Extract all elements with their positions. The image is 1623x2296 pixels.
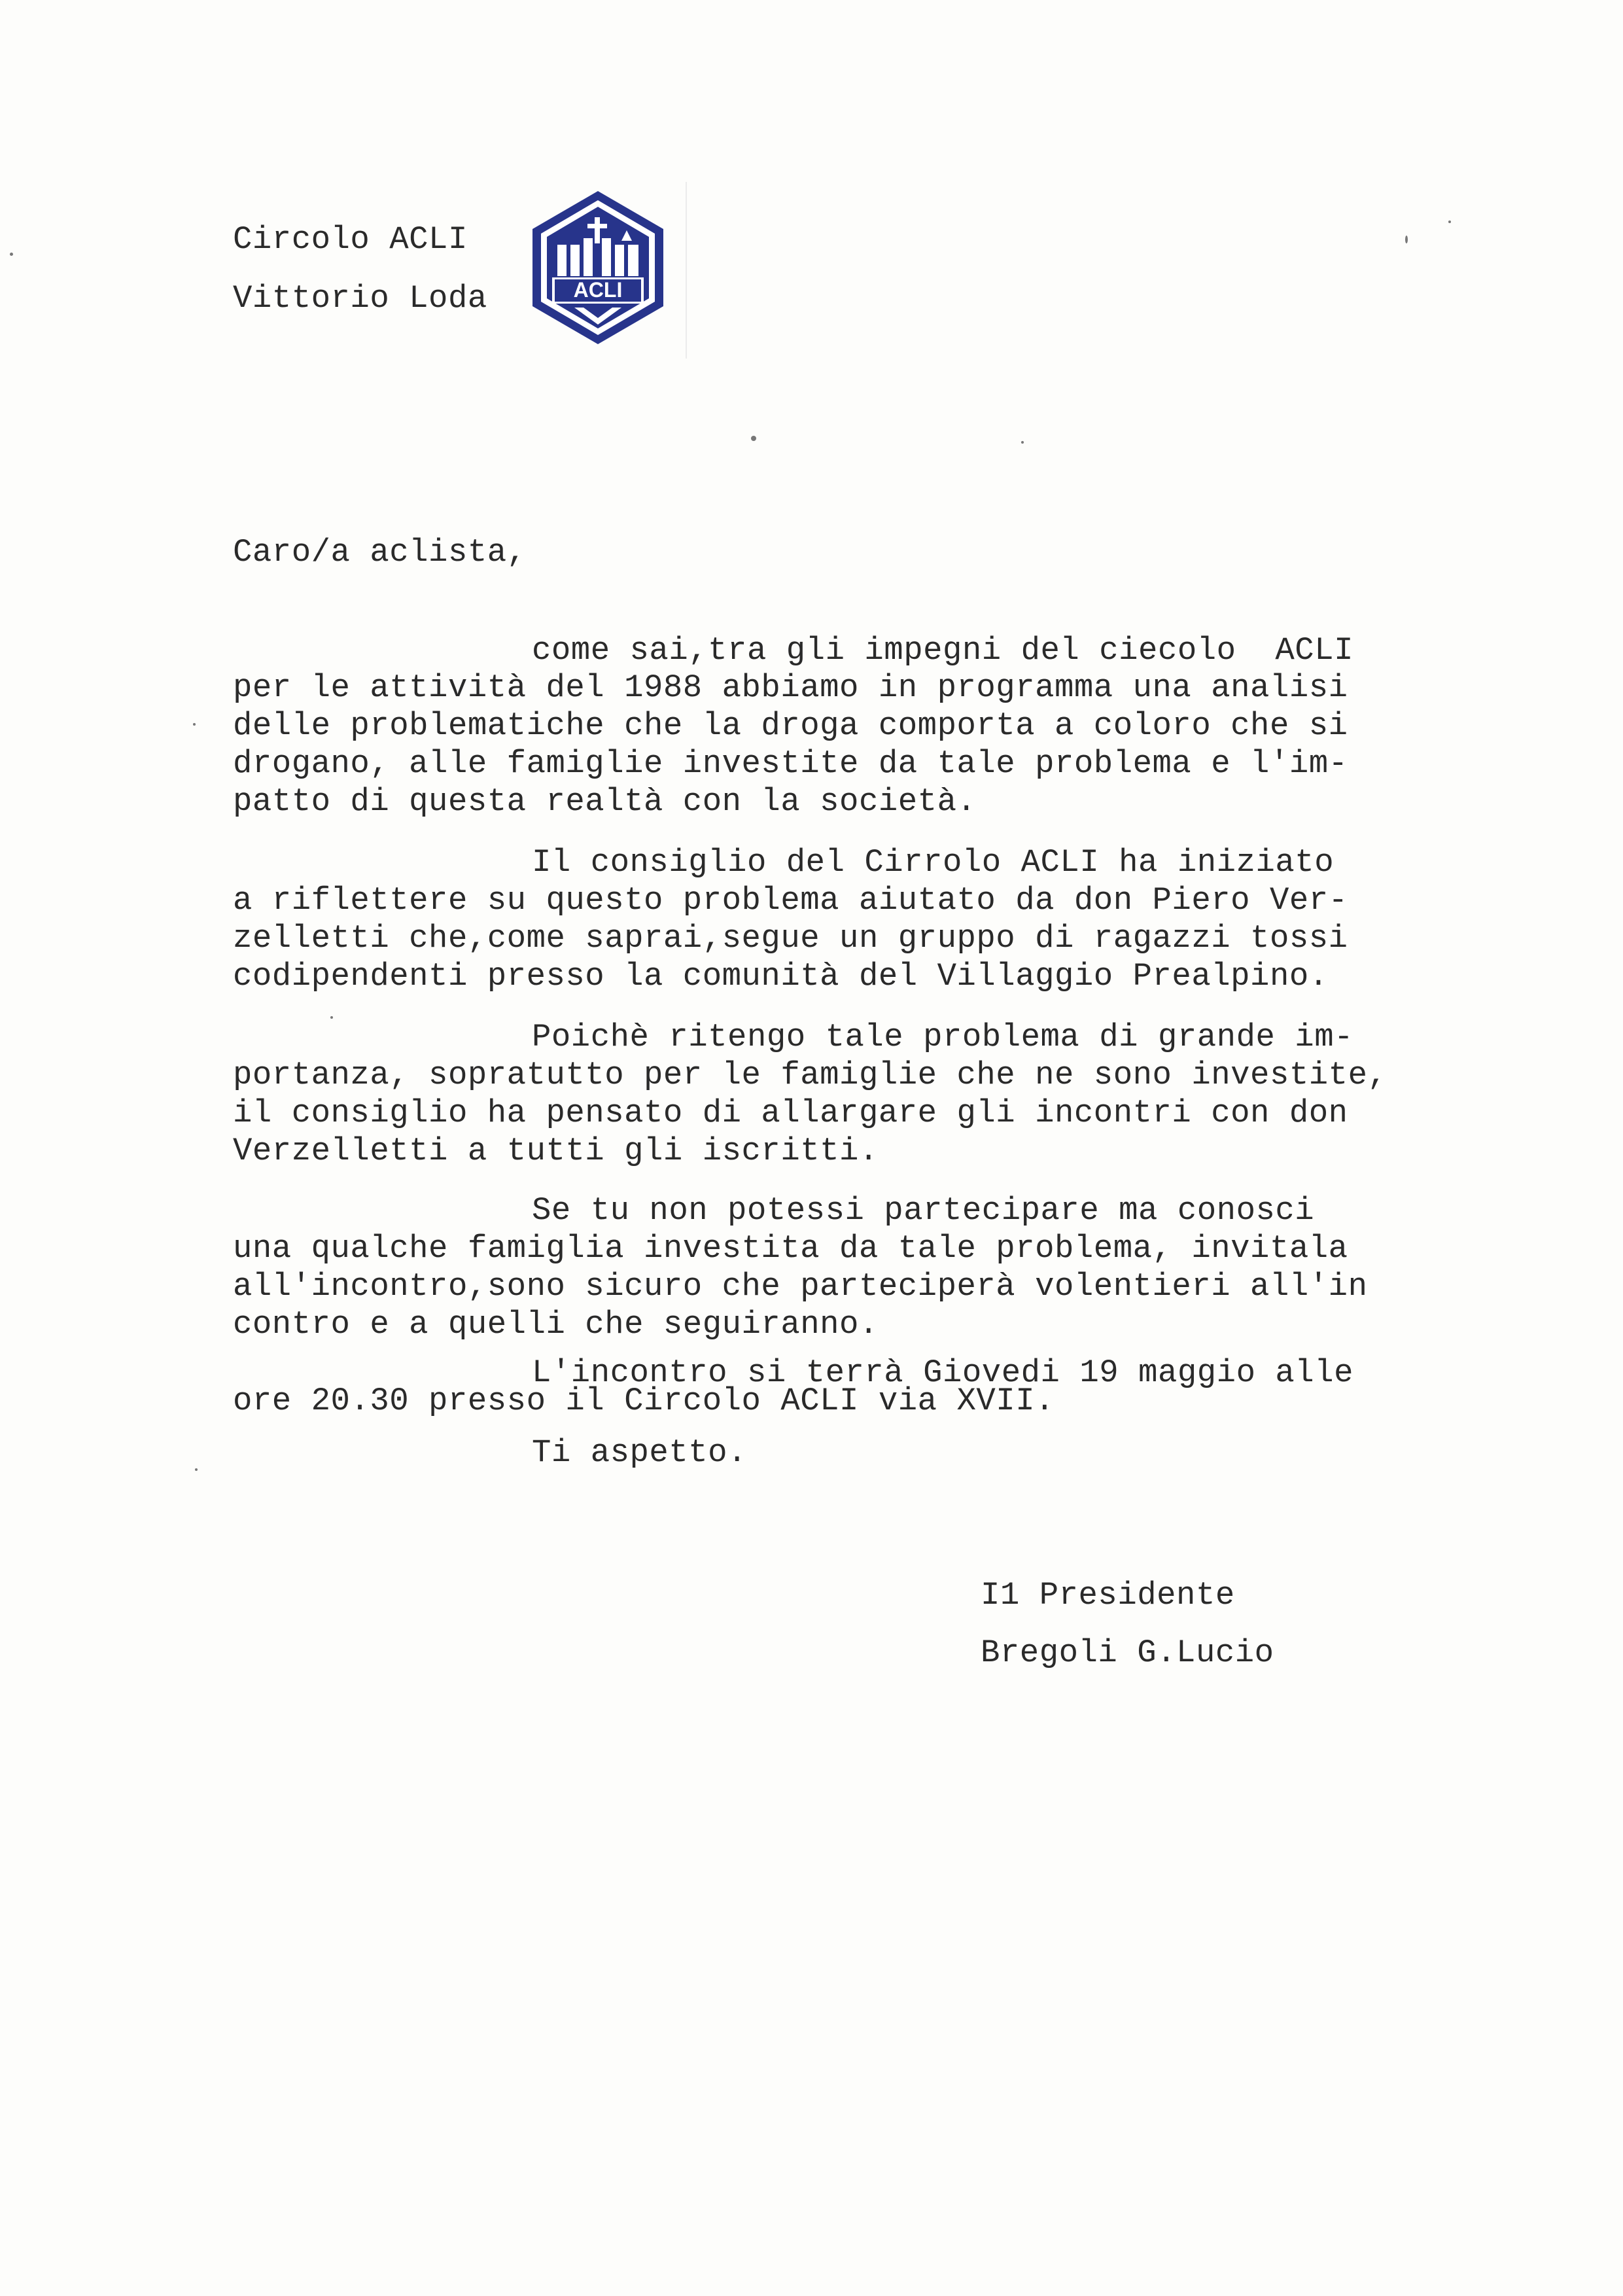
paragraph-1-line-5: patto di questa realtà con la società. xyxy=(233,783,977,820)
scan-speck xyxy=(195,1468,198,1471)
scan-speck xyxy=(1021,441,1024,444)
paragraph-1-line-3: delle problematiche che la droga comporta a coloro che si xyxy=(233,707,1348,744)
paragraph-2-line-3: zelletti che,come saprai,segue un gruppo di ragazzi tossi xyxy=(233,920,1348,957)
scan-speck xyxy=(10,253,13,256)
scan-speck xyxy=(1405,236,1408,243)
paragraph-5-line-1: L'incontro si terrà Giovedi 19 maggio alle xyxy=(532,1354,1354,1391)
acli-logo xyxy=(529,188,667,347)
paragraph-4-line-1: Se tu non potessi partecipare ma conosci xyxy=(532,1192,1315,1229)
paragraph-3-line-3: il consiglio ha pensato di allargare gli incontri con don xyxy=(233,1095,1348,1131)
scan-speck xyxy=(330,1016,333,1019)
scan-speck xyxy=(193,723,196,726)
paragraph-3-line-4: Verzelletti a tutti gli iscritti. xyxy=(233,1133,879,1169)
signature-name: Bregoli G.Lucio xyxy=(981,1634,1274,1671)
paragraph-2-line-1: Il consiglio del Cirrolo ACLI ha iniziato xyxy=(532,844,1335,881)
paragraph-3-line-2: portanza, sopratutto per le famiglie che ne sono investite, xyxy=(233,1057,1387,1093)
paragraph-4-line-4: contro e a quelli che seguiranno. xyxy=(233,1306,879,1343)
salutation: Caro/a aclista, xyxy=(233,534,527,571)
paragraph-2-line-4: codipendenti presso la comunità del Villaggio Prealpino. xyxy=(233,958,1329,995)
paragraph-4-line-2: una qualche famiglia investita da tale problema, invitala xyxy=(233,1230,1348,1267)
paragraph-1-line-1: come sai,tra gli impegni del ciecolo ACLI xyxy=(532,632,1354,669)
paragraph-1-line-4: drogano, alle famiglie investite da tale problema e l'im- xyxy=(233,745,1348,782)
scan-speck xyxy=(751,436,756,441)
paragraph-3-line-1: Poichè ritengo tale problema di grande im- xyxy=(532,1019,1354,1055)
paragraph-1-line-2: per le attività del 1988 abbiamo in programma una analisi xyxy=(233,669,1348,706)
scan-speck xyxy=(1448,221,1451,223)
closing: Ti aspetto. xyxy=(532,1434,747,1471)
paragraph-2-line-2: a riflettere su questo problema aiutato da don Piero Ver- xyxy=(233,882,1348,919)
svg-text:ACLI: ACLI xyxy=(573,278,623,302)
fold-mark xyxy=(686,182,687,359)
signature-title: I1 Presidente xyxy=(981,1577,1235,1614)
paragraph-4-line-3: all'incontro,sono sicuro che parteciperà volentieri all'in xyxy=(233,1268,1368,1305)
org-subname: Vittorio Loda xyxy=(233,280,487,317)
org-name: Circolo ACLI xyxy=(233,221,468,258)
paragraph-5-line-2: ore 20.30 presso il Circolo ACLI via XVII. xyxy=(233,1383,1055,1419)
